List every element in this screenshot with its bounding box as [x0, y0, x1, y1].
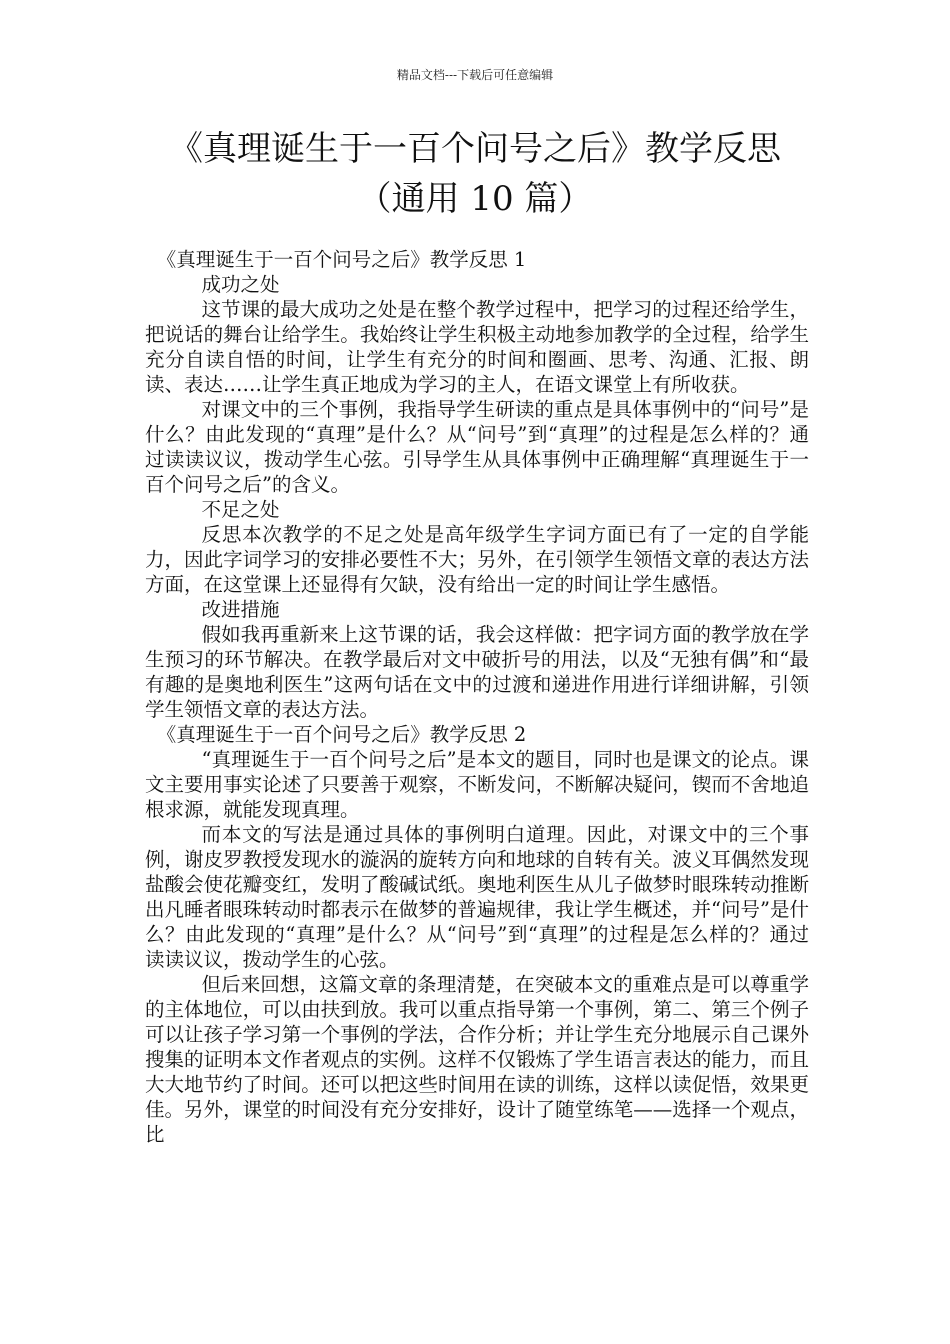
- paragraph: 这节课的最大成功之处是在整个教学过程中，把学习的过程还给学生，把说话的舞台让给学生。我始终让学生积极主动地参加教学的全过程，给学生充分自读自悟的时间，让学生有充分的时间和圈画、思考、沟通、汇报、朗读、表达……让学生真正地成为学习的主人，在语文课堂上有所收获。: [145, 298, 809, 396]
- sub-heading: 不足之处: [201, 498, 280, 521]
- paragraph: “真理诞生于一百个问号之后”是本文的题目，同时也是课文的论点。课文主要用事实论述了只要善于观察，不断发问，不断解决疑问，锲而不舍地追根求源，就能发现真理。: [145, 748, 809, 821]
- paragraph: 反思本次教学的不足之处是高年级学生字词方面已有了一定的自学能力，因此字词学习的安排必要性不大；另外，在引领学生领悟文章的表达方法方面，在这堂课上还显得有欠缺，没有给出一定的时间让学生感悟。: [145, 523, 809, 596]
- paragraph: 而本文的写法是通过具体的事例明白道理。因此，对课文中的三个事例，谢皮罗教授发现水的漩涡的旋转方向和地球的自转有关。波义耳偶然发现盐酸会使花瓣变红，发明了酸碱试纸。奥地利医生从儿子做梦时眼珠转动推断出凡睡者眼珠转动时都表示在做梦的普遍规律，我让学生概述，并“问号”是什么？由此发现的“真理”是什么？从“问号”到“真理”的过程是怎么样的？通过读读议议，拨动学生的心弦。: [145, 823, 809, 971]
- paragraph: 但后来回想，这篇文章的条理清楚，在突破本文的重难点是可以尊重学的主体地位，可以由扶到放。我可以重点指导第一个事例，第二、第三个例子可以让孩子学习第一个事例的学法，合作分析；并让学生充分地展示自己课外搜集的证明本文作者观点的实例。这样不仅锻炼了学生语言表达的能力，而且大大地节约了时间。还可以把这些时间用在读的训练，这样以读促悟，效果更佳。另外，课堂的时间没有充分安排好，设计了随堂练笔——选择一个观点，比: [145, 973, 809, 1146]
- paragraph: 对课文中的三个事例，我指导学生研读的重点是具体事例中的“问号”是什么？由此发现的“真理”是什么？从“问号”到“真理”的过程是怎么样的？通过读读议议，拨动学生心弦。引导学生从具体事例中正确理解“真理诞生于一百个问号之后”的含义。: [145, 398, 809, 496]
- section-heading: 《真理诞生于一百个问号之后》教学反思 1: [156, 248, 527, 271]
- section-heading: 《真理诞生于一百个问号之后》教学反思 2: [156, 723, 527, 746]
- title-line-1: 《真理诞生于一百个问号之后》教学反思: [169, 129, 781, 169]
- title-line-2: （通用 10 篇）: [357, 179, 593, 219]
- sub-heading: 成功之处: [201, 273, 280, 296]
- sub-heading: 改进措施: [201, 598, 280, 621]
- document-body: [145, 247, 809, 1147]
- header-note: 精品文档---下载后可任意编辑: [396, 68, 554, 82]
- paragraph: 假如我再重新来上这节课的话，我会这样做：把字词方面的教学放在学生预习的环节解决。在教学最后对文中破折号的用法，以及“无独有偶”和“最有趣的是奥地利医生”这两句话在文中的过渡和递进作用进行详细讲解，引领学生领悟文章的表达方法。: [145, 623, 809, 721]
- page-title: [0, 124, 950, 224]
